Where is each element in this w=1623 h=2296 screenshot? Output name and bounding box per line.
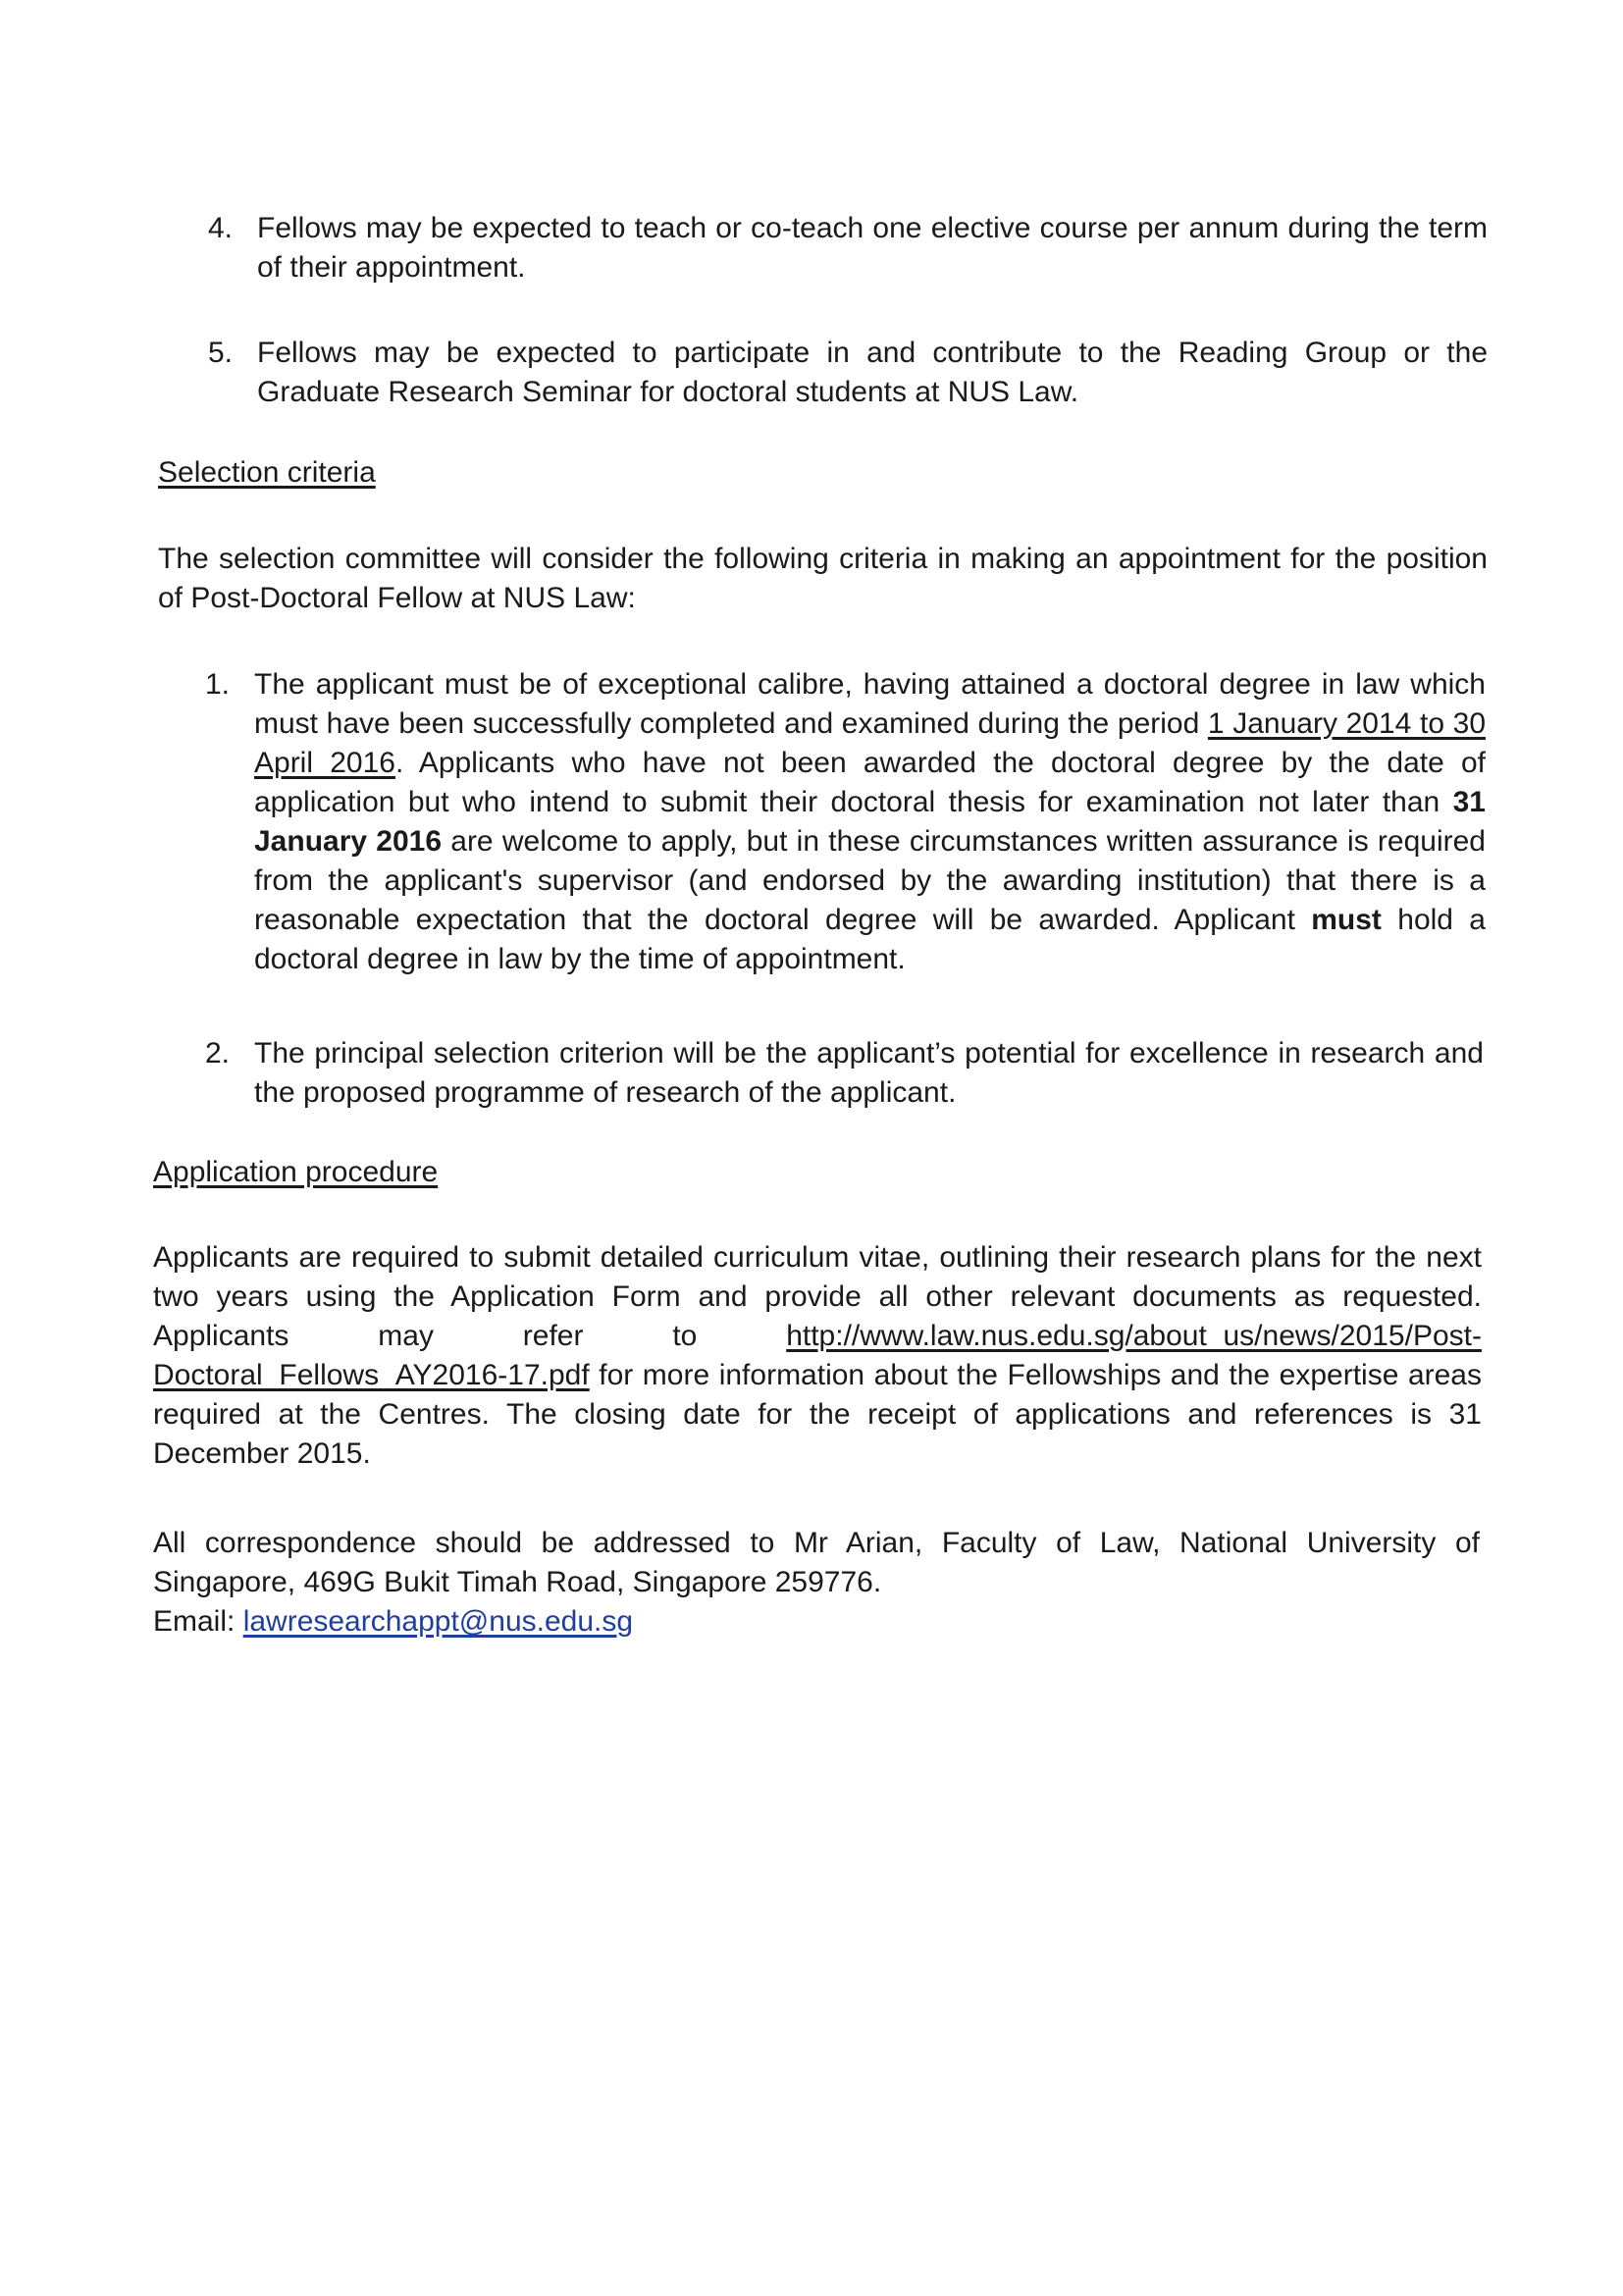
fellowship-info-link[interactable]: http://www.law.nus.edu.sg/about_us/news/2015/Post- — [786, 1320, 1482, 1352]
correspondence-text: All correspondence should be addressed to Mr Arian, Faculty of Law, National University of Singapore, 469G Bukit Timah Road, Singapore 259776. — [153, 1527, 1480, 1598]
criterion-text: The principal selection criterion will be the applicant’s potential for excellence in research and the proposed programme of research of the applicant. — [254, 1037, 1484, 1109]
list-number: 5. — [208, 337, 234, 369]
criterion-text: The applicant must be of exceptional calibre, having attained a doctoral degree in law which must have been successfully completed and examined during the period — [254, 668, 1486, 740]
list-item-4 — [208, 209, 1488, 287]
criterion-2 — [205, 1034, 1484, 1113]
email-line — [153, 1602, 1480, 1642]
criterion-text: . Applicants who have not been awarded the doctoral degree by the date of application but who intend to submit their doctoral thesis for examination not later than — [254, 747, 1486, 818]
list-number: 1. — [205, 668, 231, 701]
correspondence-paragraph — [153, 1524, 1480, 1642]
application-line-1: Applicants are required to submit detailed curriculum vitae, outlining their research plans for the next — [153, 1241, 1482, 1274]
eligibility-period: 1 January 2014 to 30 April 2016 — [254, 707, 1487, 779]
section-heading-application-procedure: Application procedure — [153, 1156, 439, 1188]
selection-intro-paragraph: The selection committee will consider the following criteria in making an appointment for the position of Post-Doctoral Fellow at NUS Law: — [158, 543, 1488, 614]
list-number: 4. — [208, 212, 234, 244]
email-label: Email: — [153, 1605, 243, 1638]
email-link[interactable]: lawresearchappt@nus.edu.sg — [242, 1605, 634, 1638]
list-item-text: Fellows may be expected to participate in and contribute to the Reading Group or the Graduate Research Seminar for doctoral students at NUS Law. — [257, 337, 1488, 408]
list-number: 2. — [205, 1037, 231, 1070]
application-paragraph — [153, 1238, 1482, 1474]
criterion-1 — [205, 665, 1487, 979]
application-rest: Doctoral_Fellows_AY2016-17.pdf for more information about the Fellowships and the expertise areas required at the Centres. The closing date for the receipt of applications and references is 31 December 2015. — [153, 1359, 1482, 1470]
list-item-text: Fellows may be expected to teach or co-teach one elective course per annum during the term of their appointment. — [257, 212, 1488, 284]
fellowship-info-link-continued[interactable]: Doctoral_Fellows_AY2016-17.pdf — [153, 1359, 590, 1391]
application-line-3: Applicants may refer to http://www.law.nus.edu.sg/about_us/news/2015/Post- — [153, 1317, 1482, 1356]
list-item-5 — [208, 334, 1488, 412]
application-line-2: two years using the Application Form and provide all other relevant documents as requested. — [153, 1280, 1482, 1313]
criterion-text: are welcome to apply, but in these circumstances written assurance is required from the applicant's supervisor (and endorsed by the awarding institution) that there is a reasonable expectation that the doctoral degree will be awarded. Applicant — [254, 825, 1486, 936]
must-emphasis: must — [1311, 904, 1382, 936]
criterion-text: hold a doctoral degree in law by the time of appointment. — [254, 904, 1486, 975]
section-heading-selection-criteria: Selection criteria — [158, 456, 376, 489]
thesis-deadline: 31 January 2016 — [254, 786, 1486, 858]
